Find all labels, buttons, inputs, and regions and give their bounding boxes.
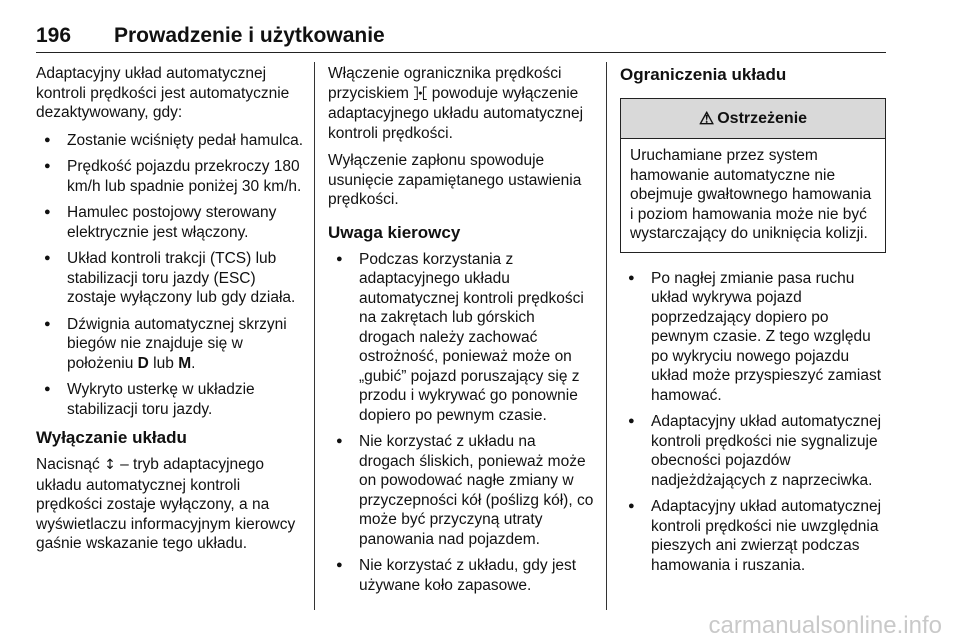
list-item: ● Nie korzystać z układu na drogach śliskich, ponieważ może on powodować nagłe zmiany w przyczepności kół (poślizg kół), co może być przyczyną utraty panowania nad pojazdem. (328, 432, 594, 549)
gear-text-end: . (191, 354, 196, 372)
list-item: ● Prędkość pojazdu przekroczy 180 km/h lub spadnie poniżej 30 km/h. (36, 157, 304, 196)
press-text-after: – tryb adaptacyjnego układu automatycznej kontroli prędkości zostaje wyłączony, a na wyświetlaczu informacyjnym kierowcy gaśnie wskazanie tego układu. (36, 456, 296, 552)
gear-d: D (137, 354, 149, 372)
column-2 (328, 64, 594, 603)
list-item: ● Układ kontroli trakcji (TCS) lub stabilizacji toru jazdy (ESC) zostaje wyłączony lub gdy działa. (36, 249, 304, 308)
list-item: ● Adaptacyjny układ automatycznej kontroli prędkości nie sygnalizuje obecności pojazdów nadjeżdżających z naprzeciwka. (620, 412, 886, 490)
list-item (36, 315, 304, 374)
ignition-paragraph: Wyłączenie zapłonu spowoduje usunięcie zapamiętanego ustawienia prędkości. (328, 152, 582, 208)
section-heading-switch-off: Wyłączanie układu (36, 428, 187, 447)
gear-text-mid: lub (148, 354, 179, 372)
column-divider-1 (314, 62, 315, 610)
list-item: ● Podczas korzystania z adaptacyjnego układu automatycznej kontroli prędkości na zakrętach lub górskich drogach należy zachować ostrożność, ponieważ może on „gubić” pojazd poruszający się z przodu i wykrywać go ponownie dopiero po pewnym czasie. (328, 250, 594, 426)
section-heading-limitations: Ograniczenia układu (620, 65, 787, 84)
page-number: 196 (36, 24, 72, 47)
list-item: ● Po nagłej zmianie pasa ruchu układ wykrywa pojazd poprzedzający dopiero po pewnym czasie. Z tego względu po wykryciu nowego pojazdu układ może przyspieszyć zamiast hamować. (620, 269, 886, 406)
list-item: ● Adaptacyjny układ automatycznej kontroli prędkości nie uwzględnia pieszych ani zwierząt podczas hamowania i ruszania. (620, 497, 886, 575)
footer-watermark: carmanualsonline.info (708, 612, 942, 639)
limitations-list (620, 269, 886, 576)
press-text: Nacisnąć (36, 456, 100, 473)
column-3 (620, 64, 886, 583)
warning-text: Uruchamiane przez system hamowanie automatyczne nie obejmuje gwałtownego hamowania i poziom hamowania może nie być wystarczający do uniknięcia kolizji. (630, 147, 872, 242)
warning-title: Ostrzeżenie (717, 109, 808, 127)
list-item: ● Nie korzystać z układu, gdy jest używane koło zapasowe. (328, 556, 594, 595)
speed-limiter-icon: ⯘︎ (413, 85, 428, 102)
deactivation-list (36, 131, 304, 420)
warning-box (620, 98, 886, 253)
warning-header (621, 99, 885, 139)
list-item: ● Hamulec postojowy sterowany elektrycznie jest włączony. (36, 203, 304, 242)
section-heading-driver-notice: Uwaga kierowcy (328, 222, 461, 242)
switch-off-paragraph (36, 455, 304, 554)
page-header (36, 22, 886, 53)
limiter-text: Włączenie ogranicznika prędkości przyciskiem (328, 65, 562, 102)
gear-m: M (178, 354, 192, 372)
driver-notice-list (328, 250, 594, 596)
cruise-control-icon: ↕︎ (104, 457, 116, 473)
list-item: ● Zostanie wciśnięty pedał hamulca. (36, 131, 304, 151)
deactivation-intro: Adaptacyjny układ automatycznej kontroli prędkości jest automatycznie dezaktywowany, gdy: (36, 65, 290, 121)
column-divider-2 (606, 62, 607, 610)
column-1 (36, 64, 304, 562)
limiter-paragraph (328, 64, 594, 143)
gear-text: Dźwignia automatycznej skrzyni biegów nie znajduje się w położeniu (67, 315, 287, 372)
limiter-text-after: powoduje wyłączenie adaptacyjnego układu automatycznej kontroli prędkości. (328, 84, 584, 142)
page-title: Prowadzenie i użytkowanie (114, 24, 385, 47)
list-item: ● Wykryto usterkę w układzie stabilizacji toru jazdy. (36, 380, 304, 419)
warning-triangle-icon: ⚠︎ (698, 108, 715, 128)
